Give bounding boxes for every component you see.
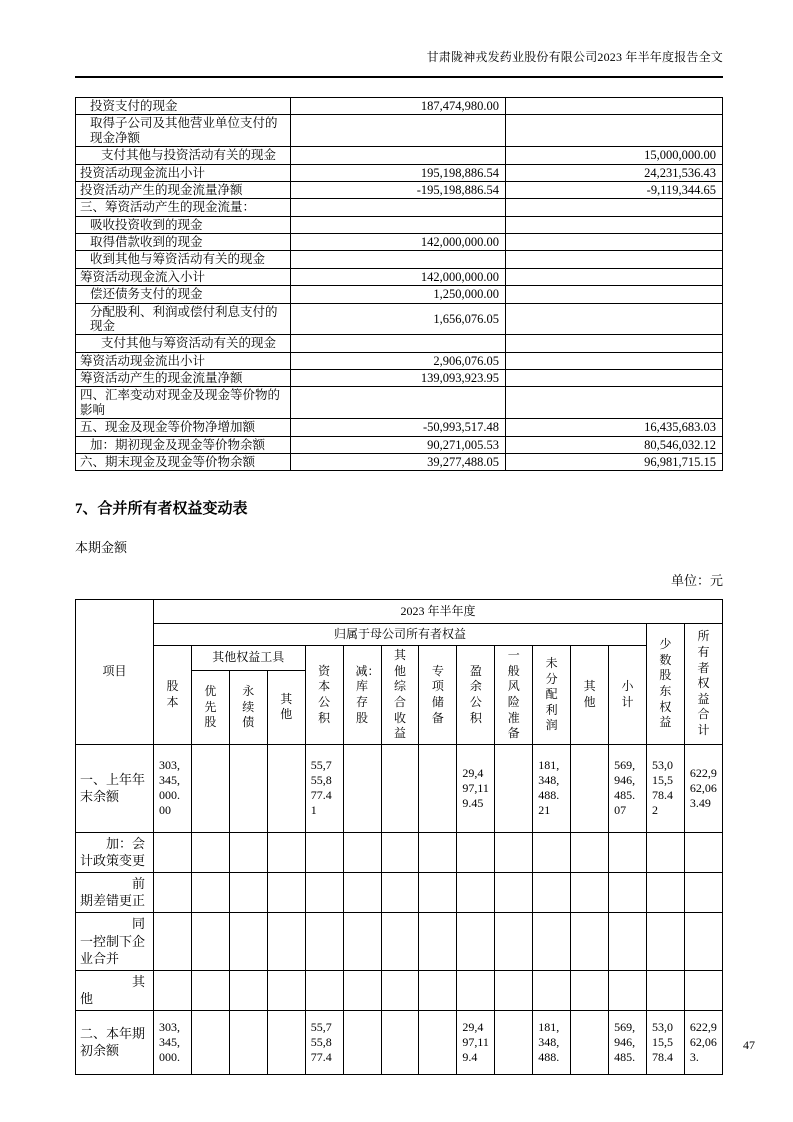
value-cell — [267, 744, 305, 832]
value-cell — [495, 832, 533, 872]
cash-flow-table — [75, 97, 723, 471]
col-header-preferred-stock — [191, 670, 229, 744]
prior-period-value — [506, 98, 723, 115]
current-period-value: 142,000,000.00 — [291, 234, 506, 251]
value-cell — [419, 872, 457, 912]
col-header-total-equity — [684, 624, 722, 745]
equity-row — [76, 872, 723, 912]
value-cell — [684, 872, 722, 912]
header-divider — [75, 76, 723, 78]
value-cell: 303,345,000. — [154, 1010, 192, 1074]
value-cell — [646, 872, 684, 912]
current-period-value: 90,271,005.53 — [291, 436, 506, 453]
document-header — [75, 0, 723, 65]
value-cell: 181,348,488.21 — [533, 744, 571, 832]
value-cell — [191, 970, 229, 1010]
prior-period-value — [506, 370, 723, 387]
page-number: 47 — [743, 1038, 755, 1052]
cash-flow-row — [76, 251, 723, 268]
value-cell — [533, 872, 571, 912]
value-cell — [267, 970, 305, 1010]
current-period-value — [291, 335, 506, 352]
value-cell — [154, 872, 192, 912]
row-label: 加：会计政策变更 — [76, 832, 154, 872]
value-cell — [343, 744, 381, 832]
value-cell — [229, 832, 267, 872]
row-label: 三、筹资活动产生的现金流量： — [76, 199, 291, 216]
value-cell: 622,962,063. — [684, 1010, 722, 1074]
prior-period-value — [506, 352, 723, 369]
value-cell — [381, 872, 419, 912]
value-cell: 55,755,877.41 — [305, 744, 343, 832]
value-cell — [343, 1010, 381, 1074]
equity-row — [76, 913, 723, 971]
value-cell — [381, 744, 419, 832]
row-label: 二、本年期初余额 — [76, 1010, 154, 1074]
col-header-other-comprehensive-income — [381, 646, 419, 745]
value-cell — [229, 872, 267, 912]
cash-flow-row — [76, 268, 723, 285]
current-period-value: 1,250,000.00 — [291, 286, 506, 303]
value-cell — [305, 832, 343, 872]
value-cell — [684, 832, 722, 872]
value-cell — [571, 1010, 609, 1074]
value-cell — [267, 832, 305, 872]
undistributed-profit-label: 未分配利润 — [545, 656, 558, 733]
col-header-period: 2023 年半年度 — [154, 600, 723, 624]
value-cell: 53,015,578.42 — [646, 744, 684, 832]
col-header-perpetual-bond — [229, 670, 267, 744]
value-cell: 29,497,119.45 — [457, 744, 495, 832]
value-cell — [609, 913, 647, 971]
row-label: 六、期末现金及现金等价物余额 — [76, 453, 291, 470]
cash-flow-row — [76, 436, 723, 453]
value-cell — [609, 872, 647, 912]
value-cell — [684, 970, 722, 1010]
value-cell — [419, 913, 457, 971]
value-cell — [229, 970, 267, 1010]
value-cell — [229, 1010, 267, 1074]
col-header-capital-reserve — [305, 646, 343, 745]
value-cell — [419, 744, 457, 832]
current-period-value — [291, 147, 506, 164]
row-label: 其他 — [76, 970, 154, 1010]
cash-flow-row — [76, 303, 723, 335]
current-period-value — [291, 115, 506, 147]
value-cell — [343, 913, 381, 971]
value-cell: 53,015,578.4 — [646, 1010, 684, 1074]
cash-flow-row — [76, 387, 723, 419]
value-cell — [381, 970, 419, 1010]
col-header-less-treasury-stock — [343, 646, 381, 745]
minority-interest-label: 少数股东权益 — [659, 637, 672, 730]
prior-period-value — [506, 251, 723, 268]
row-label: 吸收投资收到的现金 — [76, 216, 291, 233]
row-label: 一、上年年末余额 — [76, 744, 154, 832]
surplus-reserve-label: 盈余公积 — [469, 663, 482, 725]
current-period-value — [291, 199, 506, 216]
unit-label: 单位：元 — [670, 573, 723, 589]
value-cell: 622,962,063.49 — [684, 744, 722, 832]
other-label: 其他 — [583, 679, 596, 710]
prior-period-value: 15,000,000.00 — [506, 147, 723, 164]
value-cell — [343, 970, 381, 1010]
oci-label: 其他综合收益 — [393, 648, 406, 741]
col-header-subtotal — [609, 646, 647, 745]
value-cell — [305, 970, 343, 1010]
value-cell — [191, 744, 229, 832]
value-cell — [495, 744, 533, 832]
prior-period-value — [506, 234, 723, 251]
prior-period-value — [506, 335, 723, 352]
value-cell — [609, 970, 647, 1010]
row-label: 投资活动现金流出小计 — [76, 164, 291, 181]
row-label: 投资支付的现金 — [76, 98, 291, 115]
value-cell — [495, 872, 533, 912]
equity-row — [76, 970, 723, 1010]
row-label: 同一控制下企业合并 — [76, 913, 154, 971]
other-instrument-label: 其他 — [280, 691, 293, 722]
equity-row — [76, 1010, 723, 1074]
value-cell — [191, 832, 229, 872]
row-label: 取得借款收到的现金 — [76, 234, 291, 251]
value-cell — [191, 872, 229, 912]
value-cell — [457, 832, 495, 872]
value-cell — [571, 913, 609, 971]
value-cell — [267, 1010, 305, 1074]
value-cell — [419, 832, 457, 872]
value-cell — [646, 970, 684, 1010]
value-cell — [495, 913, 533, 971]
prior-period-value — [506, 115, 723, 147]
value-cell: 303,345,000.00 — [154, 744, 192, 832]
value-cell — [191, 913, 229, 971]
value-cell — [571, 744, 609, 832]
equity-row — [76, 744, 723, 832]
current-period-value: 195,198,886.54 — [291, 164, 506, 181]
section-heading: 7、合并所有者权益变动表 — [75, 501, 248, 518]
row-label: 支付其他与投资活动有关的现金 — [76, 147, 291, 164]
col-header-minority-interest — [646, 624, 684, 745]
document-header-title: 甘肃陇神戎发药业股份有限公司2023 年半年度报告全文 — [426, 50, 723, 64]
value-cell — [684, 913, 722, 971]
row-label: 偿还债务支付的现金 — [76, 286, 291, 303]
row-label: 前期差错更正 — [76, 872, 154, 912]
prior-period-value — [506, 286, 723, 303]
less-treasury-stock-label: 减：库存股 — [355, 663, 380, 725]
current-period-value: 187,474,980.00 — [291, 98, 506, 115]
col-header-surplus-reserve — [457, 646, 495, 745]
current-period-value — [291, 387, 506, 419]
cash-flow-row — [76, 234, 723, 251]
prior-period-value: -9,119,344.65 — [506, 181, 723, 198]
cash-flow-row — [76, 419, 723, 436]
value-cell — [571, 832, 609, 872]
capital-reserve-label: 资本公积 — [318, 663, 331, 725]
value-cell: 29,497,119.4 — [457, 1010, 495, 1074]
value-cell — [457, 970, 495, 1010]
row-label: 分配股利、利润或偿付利息支付的现金 — [76, 303, 291, 335]
share-capital-label: 股本 — [166, 679, 179, 710]
prior-period-value: 80,546,032.12 — [506, 436, 723, 453]
col-header-undistributed-profit — [533, 646, 571, 745]
row-label: 五、现金及现金等价物净增加额 — [76, 419, 291, 436]
value-cell — [533, 970, 571, 1010]
value-cell — [154, 913, 192, 971]
row-label: 取得子公司及其他营业单位支付的现金净额 — [76, 115, 291, 147]
value-cell — [381, 832, 419, 872]
current-period-value: 142,000,000.00 — [291, 268, 506, 285]
row-label: 筹资活动现金流入小计 — [76, 268, 291, 285]
col-header-special-reserve — [419, 646, 457, 745]
cash-flow-row — [76, 181, 723, 198]
cash-flow-row — [76, 199, 723, 216]
cash-flow-row — [76, 453, 723, 470]
equity-header-row — [76, 600, 723, 624]
prior-period-value: 24,231,536.43 — [506, 164, 723, 181]
value-cell — [154, 832, 192, 872]
value-cell — [457, 913, 495, 971]
prior-period-value: 96,981,715.15 — [506, 453, 723, 470]
value-cell — [343, 872, 381, 912]
total-equity-label: 所有者权益合计 — [697, 629, 710, 738]
current-period-value: 139,093,923.95 — [291, 370, 506, 387]
cash-flow-row — [76, 115, 723, 147]
row-label: 支付其他与筹资活动有关的现金 — [76, 335, 291, 352]
value-cell — [533, 913, 571, 971]
value-cell — [533, 832, 571, 872]
cash-flow-row — [76, 335, 723, 352]
equity-header-row — [76, 624, 723, 646]
cash-flow-row — [76, 286, 723, 303]
cash-flow-row — [76, 147, 723, 164]
equity-table — [75, 599, 723, 1074]
value-cell: 181,348,488. — [533, 1010, 571, 1074]
value-cell — [495, 1010, 533, 1074]
current-period-value: 39,277,488.05 — [291, 453, 506, 470]
cash-flow-row — [76, 352, 723, 369]
current-period-value: -195,198,886.54 — [291, 181, 506, 198]
period-label: 本期金额 — [75, 540, 128, 556]
prior-period-value: 16,435,683.03 — [506, 419, 723, 436]
col-header-other — [571, 646, 609, 745]
row-label: 收到其他与筹资活动有关的现金 — [76, 251, 291, 268]
value-cell — [229, 913, 267, 971]
row-label: 投资活动产生的现金流量净额 — [76, 181, 291, 198]
equity-row — [76, 832, 723, 872]
prior-period-value — [506, 268, 723, 285]
value-cell — [381, 913, 419, 971]
col-header-other-equity-instruments: 其他权益工具 — [191, 646, 305, 671]
cash-flow-row — [76, 164, 723, 181]
current-period-value — [291, 251, 506, 268]
value-cell — [609, 832, 647, 872]
subtotal-label: 小计 — [621, 679, 634, 710]
value-cell — [419, 1010, 457, 1074]
value-cell — [495, 970, 533, 1010]
prior-period-value — [506, 199, 723, 216]
row-label: 加：期初现金及现金等价物余额 — [76, 436, 291, 453]
value-cell — [305, 913, 343, 971]
value-cell — [457, 872, 495, 912]
current-period-value: 2,906,076.05 — [291, 352, 506, 369]
value-cell — [381, 1010, 419, 1074]
value-cell — [646, 913, 684, 971]
prior-period-value — [506, 216, 723, 233]
value-cell — [305, 872, 343, 912]
value-cell — [646, 832, 684, 872]
row-label: 筹资活动产生的现金流量净额 — [76, 370, 291, 387]
col-header-share-capital — [154, 646, 192, 745]
value-cell: 569,946,485. — [609, 1010, 647, 1074]
value-cell — [571, 970, 609, 1010]
special-reserve-label: 专项储备 — [431, 663, 444, 725]
current-period-value: 1,656,076.05 — [291, 303, 506, 335]
general-risk-reserve-label: 一般风险准备 — [507, 648, 520, 741]
value-cell — [154, 970, 192, 1010]
value-cell — [229, 744, 267, 832]
col-header-other-instrument — [267, 670, 305, 744]
value-cell — [267, 913, 305, 971]
prior-period-value — [506, 387, 723, 419]
value-cell — [191, 1010, 229, 1074]
value-cell — [571, 872, 609, 912]
value-cell: 569,946,485.07 — [609, 744, 647, 832]
cash-flow-row — [76, 370, 723, 387]
value-cell — [343, 832, 381, 872]
value-cell: 55,755,877.4 — [305, 1010, 343, 1074]
col-header-general-risk-reserve — [495, 646, 533, 745]
prior-period-value — [506, 303, 723, 335]
perpetual-bond-label: 永续债 — [242, 683, 255, 730]
col-header-parent-equity: 归属于母公司所有者权益 — [154, 624, 647, 646]
equity-header-row — [76, 646, 723, 671]
cash-flow-row — [76, 98, 723, 115]
current-period-value: -50,993,517.48 — [291, 419, 506, 436]
row-label: 四、汇率变动对现金及现金等价物的影响 — [76, 387, 291, 419]
preferred-stock-label: 优先股 — [204, 683, 217, 730]
current-period-value — [291, 216, 506, 233]
col-header-item: 项目 — [76, 600, 154, 745]
row-label: 筹资活动现金流出小计 — [76, 352, 291, 369]
value-cell — [267, 872, 305, 912]
cash-flow-row — [76, 216, 723, 233]
value-cell — [419, 970, 457, 1010]
